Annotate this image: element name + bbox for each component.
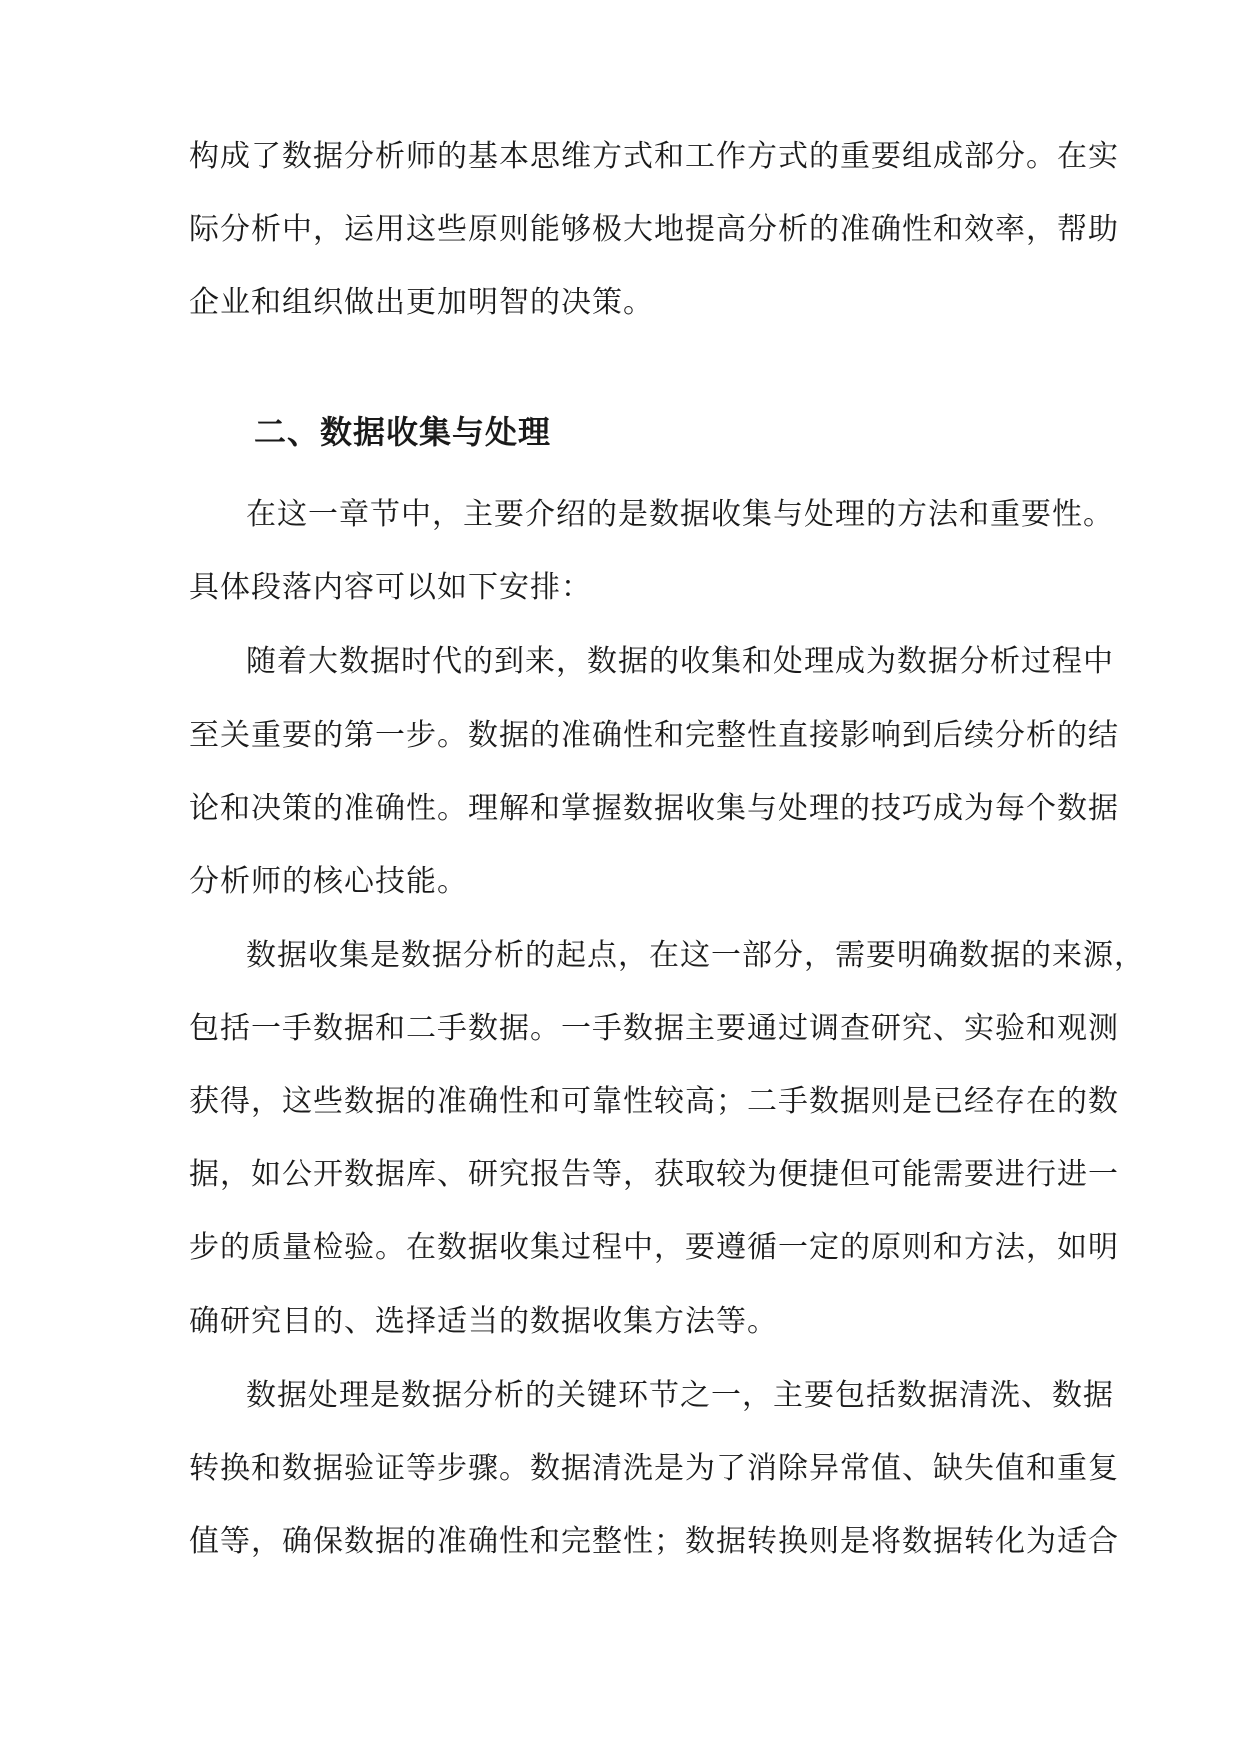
intro-line-2: 际分析中，运用这些原则能够极大地提高分析的准确性和效率，帮助 bbox=[189, 212, 1119, 247]
p4-line-3: 值等，确保数据的准确性和完整性；数据转换则是将数据转化为适合 bbox=[189, 1524, 1119, 1559]
p4-line-2: 转换和数据验证等步骤。数据清洗是为了消除异常值、缺失值和重复 bbox=[189, 1451, 1119, 1486]
p2-line-1: 随着大数据时代的到来，数据的收集和处理成为数据分析过程中 bbox=[246, 644, 1114, 679]
p3-line-2: 包括一手数据和二手数据。一手数据主要通过调查研究、实验和观测 bbox=[189, 1011, 1119, 1046]
intro-line-3: 企业和组织做出更加明智的决策。 bbox=[189, 285, 654, 320]
p2-line-3: 论和决策的准确性。理解和掌握数据收集与处理的技巧成为每个数据 bbox=[189, 791, 1119, 826]
p1-line-1: 在这一章节中，主要介绍的是数据收集与处理的方法和重要性。 bbox=[246, 497, 1114, 532]
p2-line-2: 至关重要的第一步。数据的准确性和完整性直接影响到后续分析的结 bbox=[189, 718, 1119, 753]
p3-line-1: 数据收集是数据分析的起点，在这一部分，需要明确数据的来源， bbox=[246, 938, 1145, 973]
p1-line-2: 具体段落内容可以如下安排： bbox=[189, 570, 592, 605]
p4-line-1: 数据处理是数据分析的关键环节之一，主要包括数据清洗、数据 bbox=[246, 1378, 1114, 1413]
p3-line-5: 步的质量检验。在数据收集过程中，要遵循一定的原则和方法，如明 bbox=[189, 1230, 1119, 1265]
p3-line-4: 据，如公开数据库、研究报告等，获取较为便捷但可能需要进行进一 bbox=[189, 1157, 1119, 1192]
intro-line-1: 构成了数据分析师的基本思维方式和工作方式的重要组成部分。在实 bbox=[189, 139, 1119, 174]
p3-line-6: 确研究目的、选择适当的数据收集方法等。 bbox=[189, 1304, 778, 1339]
p2-line-4: 分析师的核心技能。 bbox=[189, 864, 468, 899]
p3-line-3: 获得，这些数据的准确性和可靠性较高；二手数据则是已经存在的数 bbox=[189, 1084, 1119, 1119]
section-heading: 二、数据收集与处理 bbox=[254, 413, 552, 451]
